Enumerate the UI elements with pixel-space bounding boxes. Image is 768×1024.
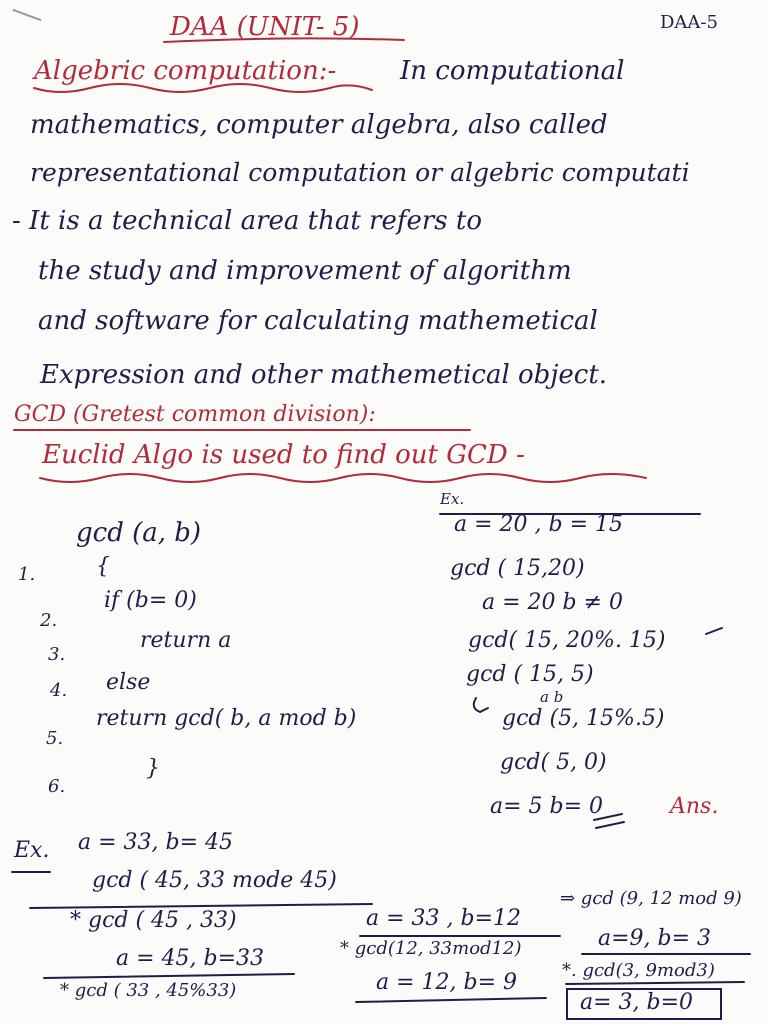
example-1-ab-labels: a b [540, 688, 564, 706]
intro-line-5: the study and improvement of algorithm [38, 256, 572, 286]
intro-line-6: and software for calculating mathemetical [38, 306, 598, 336]
arrow-mark [474, 698, 488, 712]
algo-step-num: 5. [46, 728, 64, 749]
algo-step-num: 3. [48, 644, 66, 665]
example-2-col2-line: a = 12, b= 9 [376, 970, 518, 995]
col2-divider-2 [356, 998, 546, 1002]
check-mark [706, 628, 722, 634]
example-2-label: Ex. [14, 838, 50, 863]
example-2-col2-line: * gcd(12, 33mod12) [340, 938, 522, 959]
example-1-line: a = 20 , b = 15 [454, 512, 624, 537]
example-2-col1-line: gcd ( 45, 33 mode 45) [92, 868, 337, 893]
gcd-heading: GCD (Gretest common division): [14, 402, 376, 427]
example-1-line: gcd( 5, 0) [500, 750, 607, 775]
algo-step-code: } [146, 756, 160, 781]
algo-step-num: 6. [48, 776, 66, 797]
intro-line-2: mathematics, computer algebra, also called [30, 110, 608, 140]
example-1-line: a = 20 b ≠ 0 [482, 590, 624, 615]
intro-line-4: - It is a technical area that refers to [12, 206, 483, 236]
example-1-line: gcd( 15, 20%. 15) [468, 628, 666, 653]
page-title: DAA (UNIT- 5) [170, 12, 360, 42]
example-2-col1-line: a = 45, b=33 [116, 946, 265, 971]
example-1-label: Ex. [440, 490, 465, 508]
example-2-col3-line: ⇒ gcd (9, 12 mod 9) [560, 888, 742, 909]
col3-divider-2 [566, 982, 744, 984]
example-2-col1-line: * gcd ( 45 , 33) [70, 908, 237, 933]
algo-step-num: 1. [18, 564, 36, 585]
algo-signature: gcd (a, b) [76, 518, 202, 548]
example-1-line: a= 5 b= 0 [490, 794, 604, 819]
example-1-answer: Ans. [670, 794, 719, 819]
algo-step-code: { [96, 554, 110, 579]
page-tag: DAA-5 [660, 12, 718, 33]
algo-step-code: return gcd( b, a mod b) [96, 706, 357, 731]
section-heading-algebric: Algebric computation:- [34, 56, 337, 86]
example-1-line: gcd (5, 15%.5) [502, 706, 665, 731]
intro-line-3: representational computation or algebric computati [30, 158, 690, 187]
example-2-col2-line: a = 33 , b=12 [366, 906, 522, 931]
example-2-col3-line: a=9, b= 3 [598, 926, 712, 951]
intro-line-1: In computational [400, 56, 625, 86]
algo-step-code: else [106, 670, 151, 695]
col1-divider-2 [44, 974, 294, 978]
example-2-given: a = 33, b= 45 [78, 830, 234, 855]
algo-step-code: if (b= 0) [104, 588, 197, 613]
algo-step-num: 2. [40, 610, 58, 631]
example-1-line: gcd ( 15, 5) [466, 662, 594, 687]
example-2-col3-answer: a= 3, b=0 [580, 990, 694, 1015]
example-1-line: gcd ( 15,20) [450, 556, 585, 581]
algo-step-num: 4. [50, 680, 68, 701]
intro-line-7: Expression and other mathemetical object. [40, 360, 608, 390]
gcd-subheading: Euclid Algo is used to find out GCD - [42, 440, 525, 470]
example-2-col1-line: * gcd ( 33 , 45%33) [60, 980, 237, 1001]
example-2-col3-line: *. gcd(3, 9mod3) [562, 960, 715, 981]
gcd-sub-underline [40, 474, 646, 482]
algo-step-code: return a [140, 628, 232, 653]
page-corner-mark [13, 9, 42, 21]
